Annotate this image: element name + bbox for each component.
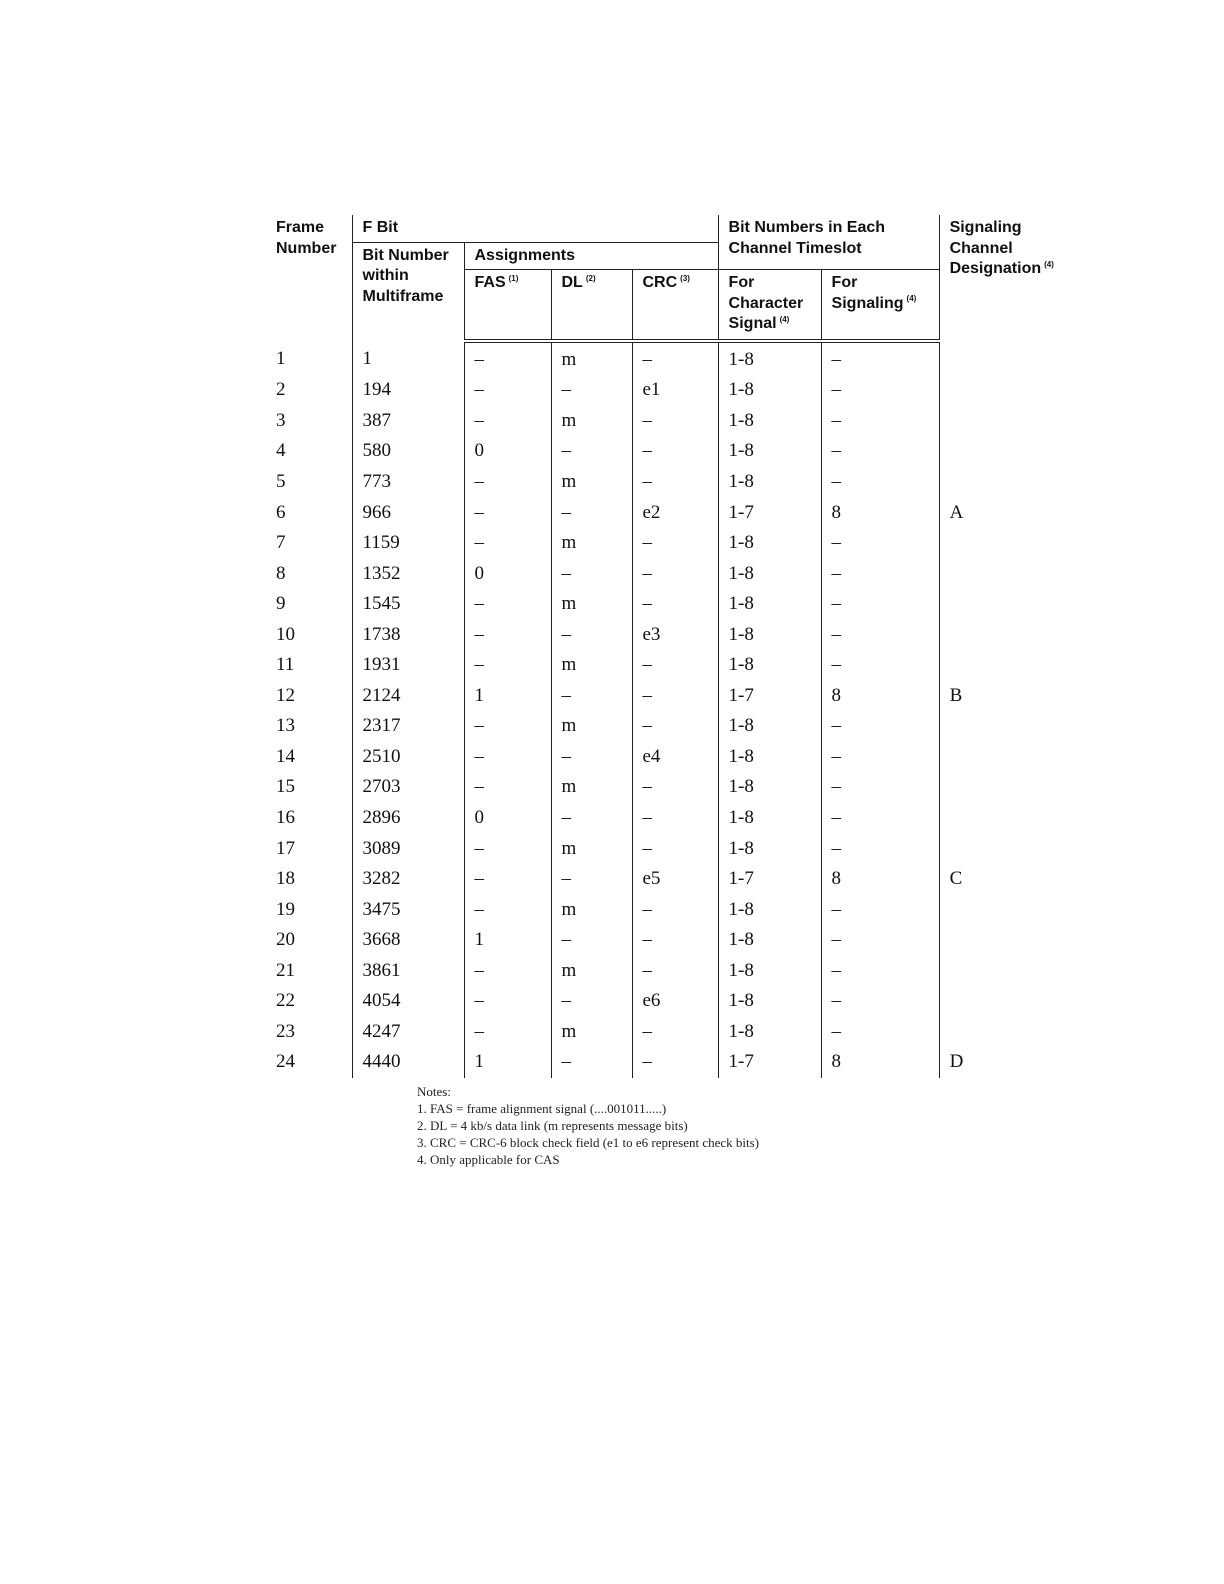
- frame-number-cell: 4: [276, 440, 286, 462]
- fas-cell: –: [464, 375, 551, 406]
- header-f-bit: F Bit: [352, 215, 718, 242]
- table-row: [266, 772, 1079, 803]
- dl-cell: m: [551, 406, 632, 437]
- frame-number-cell: 12: [276, 684, 295, 706]
- signaling-bits-cell: 8: [821, 681, 939, 712]
- bit-number-cell: 4054: [352, 986, 464, 1017]
- table-row: [266, 955, 1079, 986]
- table-row: [266, 375, 1079, 406]
- character-bits-cell: 1-8: [718, 986, 821, 1017]
- signaling-designation-cell: [939, 833, 1079, 864]
- signaling-bits-cell: 8: [821, 497, 939, 528]
- frame-number-cell: 21: [276, 959, 295, 981]
- table-row: [266, 467, 1079, 498]
- dl-cell: m: [551, 467, 632, 498]
- dl-cell: –: [551, 1047, 632, 1078]
- table-body: [266, 341, 1079, 1078]
- frame-number-cell: 13: [276, 715, 295, 737]
- crc-cell: –: [632, 436, 718, 467]
- bit-number-cell: 1159: [352, 528, 464, 559]
- crc-cell: –: [632, 558, 718, 589]
- table-row: [266, 558, 1079, 589]
- signaling-bits-cell: –: [821, 955, 939, 986]
- fas-cell: –: [464, 650, 551, 681]
- fas-cell: –: [464, 406, 551, 437]
- signaling-designation-cell: [939, 619, 1079, 650]
- bit-number-cell: 1352: [352, 558, 464, 589]
- crc-cell: –: [632, 711, 718, 742]
- footnote-ref: (4): [779, 314, 790, 324]
- character-bits-cell: 1-8: [718, 1017, 821, 1048]
- table-row: [266, 436, 1079, 467]
- signaling-designation-cell: [939, 803, 1079, 834]
- signaling-bits-cell: –: [821, 986, 939, 1017]
- signaling-bits-cell: –: [821, 436, 939, 467]
- dl-cell: –: [551, 375, 632, 406]
- table-row: [266, 406, 1079, 437]
- note-item: 4. Only applicable for CAS: [417, 1152, 560, 1167]
- table-row: [266, 986, 1079, 1017]
- crc-cell: –: [632, 589, 718, 620]
- header-for-signaling: For Signaling $^{(4)}$: [821, 270, 939, 341]
- crc-cell: –: [632, 803, 718, 834]
- dl-cell: –: [551, 742, 632, 773]
- character-bits-cell: 1-8: [718, 650, 821, 681]
- crc-cell: –: [632, 1017, 718, 1048]
- signaling-bits-cell: –: [821, 925, 939, 956]
- character-bits-cell: 1-7: [718, 1047, 821, 1078]
- character-bits-cell: 1-8: [718, 528, 821, 559]
- signaling-bits-cell: –: [821, 558, 939, 589]
- dl-cell: –: [551, 497, 632, 528]
- signaling-bits-cell: –: [821, 803, 939, 834]
- header-dl: DL $^{(2)}$: [551, 270, 632, 341]
- footnote-ref: (3): [680, 273, 690, 283]
- header-bit-number: Bit Number within Multiframe: [352, 242, 464, 341]
- table-row: [266, 803, 1079, 834]
- bit-number-cell: 2896: [352, 803, 464, 834]
- fas-cell: –: [464, 894, 551, 925]
- bit-number-cell: 4247: [352, 1017, 464, 1048]
- character-bits-cell: 1-7: [718, 497, 821, 528]
- signaling-designation-cell: [939, 772, 1079, 803]
- footnote-ref: (4): [1044, 259, 1054, 269]
- crc-cell: –: [632, 1047, 718, 1078]
- frame-number-cell: 19: [276, 898, 295, 920]
- character-bits-cell: 1-8: [718, 589, 821, 620]
- header-assignments: Assignments: [464, 242, 718, 270]
- bit-number-cell: 3282: [352, 864, 464, 895]
- dl-cell: m: [551, 1017, 632, 1048]
- character-bits-cell: 1-8: [718, 925, 821, 956]
- signaling-designation-cell: A: [939, 497, 1079, 528]
- crc-cell: –: [632, 341, 718, 376]
- dl-cell: –: [551, 986, 632, 1017]
- dl-cell: m: [551, 894, 632, 925]
- crc-cell: –: [632, 681, 718, 712]
- crc-cell: e4: [632, 742, 718, 773]
- character-bits-cell: 1-8: [718, 772, 821, 803]
- fas-cell: –: [464, 711, 551, 742]
- crc-cell: e6: [632, 986, 718, 1017]
- signaling-designation-cell: D: [939, 1047, 1079, 1078]
- dl-cell: m: [551, 589, 632, 620]
- character-bits-cell: 1-8: [718, 341, 821, 376]
- bit-number-cell: 580: [352, 436, 464, 467]
- crc-cell: –: [632, 925, 718, 956]
- fas-cell: 1: [464, 681, 551, 712]
- signaling-bits-cell: –: [821, 1017, 939, 1048]
- dl-cell: –: [551, 864, 632, 895]
- signaling-designation-cell: [939, 375, 1079, 406]
- frame-number-cell: 10: [276, 623, 295, 645]
- frame-number-cell: 5: [276, 470, 286, 492]
- signaling-designation-cell: [939, 650, 1079, 681]
- multiframe-structure-table: [266, 215, 1079, 1078]
- header-fas: FAS $^{(1)}$: [464, 270, 551, 341]
- signaling-designation-cell: [939, 341, 1079, 376]
- signaling-designation-cell: [939, 986, 1079, 1017]
- bit-number-cell: 2124: [352, 681, 464, 712]
- signaling-bits-cell: –: [821, 742, 939, 773]
- table-row: [266, 742, 1079, 773]
- signaling-designation-cell: [939, 711, 1079, 742]
- fas-cell: –: [464, 528, 551, 559]
- dl-cell: –: [551, 558, 632, 589]
- signaling-designation-cell: [939, 1017, 1079, 1048]
- dl-cell: –: [551, 436, 632, 467]
- fas-cell: –: [464, 341, 551, 376]
- frame-number-cell: 17: [276, 837, 295, 859]
- signaling-designation-cell: [939, 406, 1079, 437]
- character-bits-cell: 1-8: [718, 406, 821, 437]
- dl-cell: –: [551, 803, 632, 834]
- table-header: [266, 215, 1079, 341]
- signaling-designation-cell: [939, 436, 1079, 467]
- signaling-bits-cell: –: [821, 406, 939, 437]
- signaling-bits-cell: 8: [821, 1047, 939, 1078]
- notes-title: Notes:: [417, 1084, 451, 1099]
- character-bits-cell: 1-8: [718, 955, 821, 986]
- table-row: [266, 1017, 1079, 1048]
- notes-section: [417, 1083, 759, 1168]
- fas-cell: –: [464, 589, 551, 620]
- header-bit-numbers: Bit Numbers in Each Channel Timeslot: [718, 215, 939, 270]
- fas-cell: –: [464, 955, 551, 986]
- signaling-designation-cell: [939, 955, 1079, 986]
- signaling-bits-cell: –: [821, 375, 939, 406]
- signaling-designation-cell: [939, 467, 1079, 498]
- frame-number-cell: 16: [276, 806, 295, 828]
- signaling-designation-cell: B: [939, 681, 1079, 712]
- table-row: [266, 864, 1079, 895]
- character-bits-cell: 1-8: [718, 558, 821, 589]
- bit-number-cell: 3475: [352, 894, 464, 925]
- crc-cell: –: [632, 467, 718, 498]
- fas-cell: 0: [464, 558, 551, 589]
- header-for-character: For Character Signal $^{(4)}$: [718, 270, 821, 341]
- dl-cell: m: [551, 650, 632, 681]
- frame-number-cell: 2: [276, 379, 286, 401]
- bit-number-cell: 387: [352, 406, 464, 437]
- bit-number-cell: 1931: [352, 650, 464, 681]
- bit-number-cell: 3089: [352, 833, 464, 864]
- footnote-ref: (1): [508, 273, 519, 283]
- bit-number-cell: 2703: [352, 772, 464, 803]
- note-item: 1. FAS = frame alignment signal (....001011.....): [417, 1101, 667, 1116]
- frame-number-cell: 20: [276, 929, 295, 951]
- dl-cell: m: [551, 833, 632, 864]
- crc-cell: –: [632, 955, 718, 986]
- character-bits-cell: 1-8: [718, 742, 821, 773]
- bit-number-cell: 1545: [352, 589, 464, 620]
- signaling-bits-cell: –: [821, 467, 939, 498]
- table-row: [266, 1047, 1079, 1078]
- note-item: 2. DL = 4 kb/s data link (m represents message bits): [417, 1118, 688, 1133]
- frame-number-cell: 22: [276, 990, 295, 1012]
- dl-cell: m: [551, 711, 632, 742]
- fas-cell: 0: [464, 436, 551, 467]
- frame-number-cell: 23: [276, 1020, 295, 1042]
- signaling-designation-cell: [939, 528, 1079, 559]
- bit-number-cell: 3861: [352, 955, 464, 986]
- frame-number-cell: 3: [276, 409, 286, 431]
- character-bits-cell: 1-7: [718, 864, 821, 895]
- footnote-ref: (2): [585, 273, 596, 283]
- character-bits-cell: 1-8: [718, 619, 821, 650]
- signaling-bits-cell: –: [821, 619, 939, 650]
- bit-number-cell: 1738: [352, 619, 464, 650]
- character-bits-cell: 1-7: [718, 681, 821, 712]
- frame-number-cell: 1: [276, 347, 286, 369]
- fas-cell: –: [464, 864, 551, 895]
- bit-number-cell: 966: [352, 497, 464, 528]
- header-crc: CRC $^{(3)}$: [632, 270, 718, 341]
- signaling-bits-cell: –: [821, 341, 939, 376]
- bit-number-cell: 2317: [352, 711, 464, 742]
- character-bits-cell: 1-8: [718, 436, 821, 467]
- bit-number-cell: 4440: [352, 1047, 464, 1078]
- table-row: [266, 341, 1079, 376]
- frame-number-cell: 7: [276, 532, 286, 554]
- dl-cell: m: [551, 772, 632, 803]
- crc-cell: –: [632, 833, 718, 864]
- table-row: [266, 589, 1079, 620]
- character-bits-cell: 1-8: [718, 894, 821, 925]
- footnote-ref: (4): [906, 294, 917, 304]
- table-row: [266, 497, 1079, 528]
- crc-cell: –: [632, 894, 718, 925]
- frame-number-cell: 14: [276, 745, 295, 767]
- multiframe-table-container: [266, 215, 1079, 1078]
- frame-number-cell: 9: [276, 593, 286, 615]
- table-row: [266, 650, 1079, 681]
- signaling-designation-cell: [939, 558, 1079, 589]
- fas-cell: –: [464, 467, 551, 498]
- signaling-bits-cell: –: [821, 528, 939, 559]
- fas-cell: –: [464, 1017, 551, 1048]
- signaling-bits-cell: –: [821, 833, 939, 864]
- bit-number-cell: 2510: [352, 742, 464, 773]
- signaling-designation-cell: [939, 894, 1079, 925]
- character-bits-cell: 1-8: [718, 711, 821, 742]
- fas-cell: –: [464, 833, 551, 864]
- character-bits-cell: 1-8: [718, 375, 821, 406]
- signaling-designation-cell: [939, 589, 1079, 620]
- frame-number-cell: 18: [276, 868, 295, 890]
- signaling-bits-cell: –: [821, 772, 939, 803]
- fas-cell: –: [464, 497, 551, 528]
- signaling-bits-cell: –: [821, 589, 939, 620]
- table-row: [266, 925, 1079, 956]
- bit-number-cell: 3668: [352, 925, 464, 956]
- frame-number-cell: 15: [276, 776, 295, 798]
- note-item: 3. CRC = CRC-6 block check field (e1 to e6 represent check bits): [417, 1135, 759, 1150]
- frame-number-cell: 8: [276, 562, 286, 584]
- table-row: [266, 619, 1079, 650]
- signaling-bits-cell: –: [821, 711, 939, 742]
- table-row: [266, 894, 1079, 925]
- signaling-bits-cell: –: [821, 650, 939, 681]
- fas-cell: –: [464, 772, 551, 803]
- crc-cell: e5: [632, 864, 718, 895]
- crc-cell: –: [632, 650, 718, 681]
- signaling-designation-cell: C: [939, 864, 1079, 895]
- fas-cell: 1: [464, 1047, 551, 1078]
- dl-cell: m: [551, 528, 632, 559]
- crc-cell: –: [632, 406, 718, 437]
- table-row: [266, 528, 1079, 559]
- crc-cell: –: [632, 772, 718, 803]
- character-bits-cell: 1-8: [718, 803, 821, 834]
- table-row: [266, 833, 1079, 864]
- table-row: [266, 711, 1079, 742]
- fas-cell: 1: [464, 925, 551, 956]
- frame-number-cell: 11: [276, 654, 295, 676]
- bit-number-cell: 773: [352, 467, 464, 498]
- dl-cell: –: [551, 619, 632, 650]
- crc-cell: –: [632, 528, 718, 559]
- bit-number-cell: 1: [352, 341, 464, 376]
- fas-cell: 0: [464, 803, 551, 834]
- header-frame-number: Frame Number: [276, 219, 337, 257]
- crc-cell: e2: [632, 497, 718, 528]
- frame-number-cell: 6: [276, 501, 286, 523]
- dl-cell: m: [551, 955, 632, 986]
- table-row: [266, 681, 1079, 712]
- frame-number-cell: 24: [276, 1051, 295, 1073]
- signaling-bits-cell: 8: [821, 864, 939, 895]
- signaling-designation-cell: [939, 925, 1079, 956]
- crc-cell: e3: [632, 619, 718, 650]
- dl-cell: m: [551, 341, 632, 376]
- header-signaling-channel: Signaling Channel Designation $^{(4)}$: [939, 215, 1079, 341]
- character-bits-cell: 1-8: [718, 467, 821, 498]
- crc-cell: e1: [632, 375, 718, 406]
- fas-cell: –: [464, 986, 551, 1017]
- signaling-bits-cell: –: [821, 894, 939, 925]
- dl-cell: –: [551, 925, 632, 956]
- fas-cell: –: [464, 742, 551, 773]
- bit-number-cell: 194: [352, 375, 464, 406]
- fas-cell: –: [464, 619, 551, 650]
- dl-cell: –: [551, 681, 632, 712]
- character-bits-cell: 1-8: [718, 833, 821, 864]
- signaling-designation-cell: [939, 742, 1079, 773]
